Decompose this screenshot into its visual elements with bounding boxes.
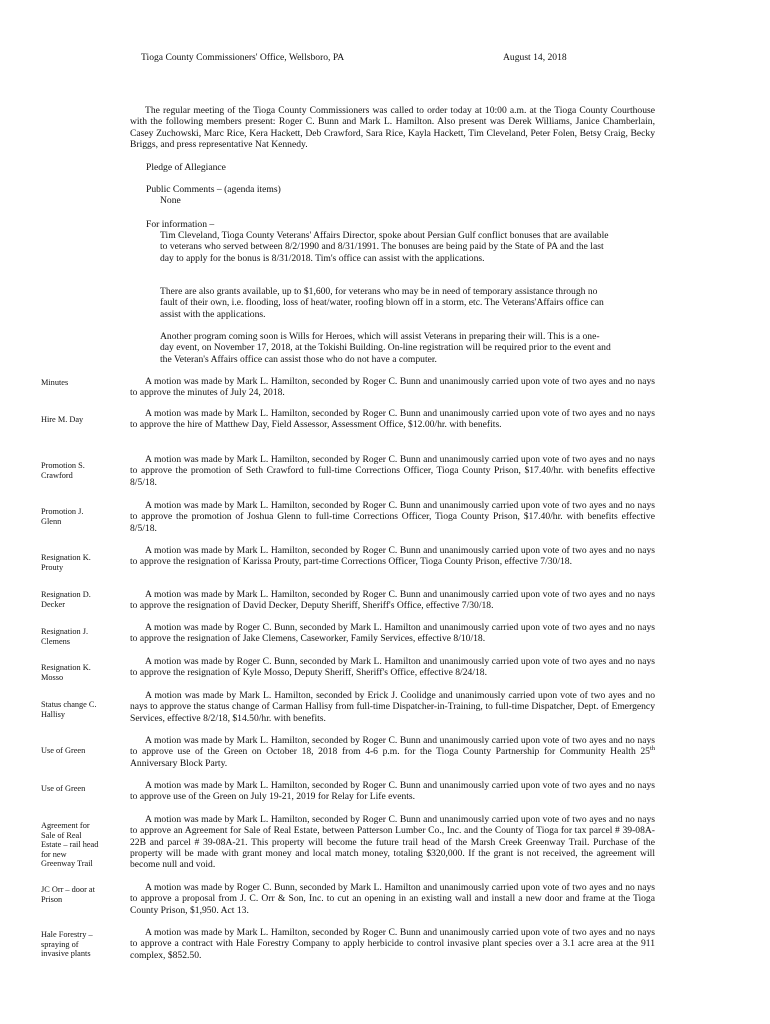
for-information-title: For information – bbox=[146, 219, 215, 230]
margin-label-use-of-green-2: Use of Green bbox=[41, 784, 86, 793]
margin-label-resignation-j-clemens: Resignation J. Clemens bbox=[41, 627, 89, 646]
margin-label-resignation-k-mosso: Resignation K. Mosso bbox=[41, 663, 91, 682]
margin-label-agreement-real-estate: Agreement for Sale of Real Estate – rail head for new Greenway Trail bbox=[41, 821, 99, 868]
info-paragraph-wills: Another program coming soon is Wills for Heroes, which will assist Veterans in preparing their will. This is a one-day event, on November 17, 2018, at the Tokishi Building. On-line registration will be required prior to the event and the Veteran's Affairs office can assist those who do not have a computer. bbox=[160, 331, 611, 365]
margin-label-promotion-s-crawford: Promotion S. Crawford bbox=[41, 461, 85, 480]
motion-use-of-green-2: A motion was made by Mark L. Hamilton, seconded by Roger C. Bunn and unanimously carried upon vote of two ayes and no nays to approve use of the Green on July 19-21, 2019 for Relay for Life events. bbox=[130, 780, 655, 803]
margin-label-hale-forestry: Hale Forestry – spraying of invasive plants bbox=[41, 930, 93, 958]
motion-resignation-k-prouty: A motion was made by Mark L. Hamilton, seconded by Roger C. Bunn and unanimously carried upon vote of two ayes and no nays to approve the resignation of Karissa Prouty, part-time Corrections Officer, Tioga County Prison, effective 7/30/18. bbox=[130, 545, 655, 568]
info-paragraph-grants: There are also grants available, up to $1,600, for veterans who may be in need of temporary assistance through no fault of their own, i.e. flooding, loss of heat/water, roofing blown off in a storm, etc. The Veterans'Affairs office can assist with the applications. bbox=[160, 286, 604, 320]
motion-hale-forestry: A motion was made by Mark L. Hamilton, seconded by Roger C. Bunn and unanimously carried upon vote of two ayes and no nays to approve a contract with Hale Forestry Company to apply herbicide to control invasive plant species over a 3.1 acre area at the 911 complex, $852.50. bbox=[130, 927, 655, 961]
public-comments-title: Public Comments – (agenda items) bbox=[146, 184, 281, 195]
meeting-date: August 14, 2018 bbox=[503, 52, 567, 63]
margin-label-minutes: Minutes bbox=[41, 378, 69, 387]
margin-label-resignation-d-decker: Resignation D. Decker bbox=[41, 590, 91, 609]
motion-promotion-s-crawford: A motion was made by Mark L. Hamilton, seconded by Roger C. Bunn and unanimously carried upon vote of two ayes and no nays to approve the promotion of Seth Crawford to full-time Corrections Officer, Tioga County Prison, $17.40/hr. with benefits effective 8/5/18. bbox=[130, 454, 655, 488]
motion-jc-orr-door: A motion was made by Roger C. Bunn, seconded by Mark L. Hamilton and unanimously carried upon vote of two ayes and no nays to approve a proposal from J. C. Orr & Son, Inc. to cut an opening in an existing wall and install a new door and frame at the Tioga County Prison, $1,950. Act 13. bbox=[130, 882, 655, 916]
pledge-of-allegiance: Pledge of Allegiance bbox=[146, 162, 226, 173]
motion-promotion-j-glenn: A motion was made by Mark L. Hamilton, seconded by Roger C. Bunn and unanimously carried upon vote of two ayes and no nays to approve the promotion of Joshua Glenn to full-time Corrections Officer, Tioga County Prison, $17.40/hr. with benefits effective 8/5/18. bbox=[130, 500, 655, 534]
motion-use-of-green-1 bbox=[130, 735, 655, 769]
motion-agreement-real-estate: A motion was made by Mark L. Hamilton, seconded by Roger C. Bunn and unanimously carried upon vote of two ayes and no nays to approve an Agreement for Sale of Real Estate, between Patterson Lumber Co., Inc. and the County of Tioga for tax parcel # 39-08A-22B and parcel # 39-08A-21. This property will become the future trail head of the Marsh Creek Greenway Trail. Purchase of the property will be made with grant money and local match money, totaling $320,000. If the grant is not received, the agreement will become null and void. bbox=[130, 814, 655, 871]
motion-hire-m-day: A motion was made by Mark L. Hamilton, seconded by Roger C. Bunn and unanimously carried upon vote of two ayes and no nays to approve the hire of Matthew Day, Field Assessor, Assessment Office, $12.00/hr. with benefits. bbox=[130, 408, 655, 431]
motion-resignation-k-mosso: A motion was made by Roger C. Bunn, seconded by Mark L. Hamilton and unanimously carried upon vote of two ayes and no nays to approve the resignation of Kyle Mosso, Deputy Sheriff, Sheriff's Office, effective 8/24/18. bbox=[130, 656, 655, 679]
margin-label-use-of-green-1: Use of Green bbox=[41, 746, 86, 755]
public-comments bbox=[146, 184, 281, 207]
margin-label-promotion-j-glenn: Promotion J. Glenn bbox=[41, 507, 84, 526]
margin-label-status-change-c-hallisy: Status change C. Hallisy bbox=[41, 700, 97, 719]
office-title: Tioga County Commissioners' Office, Wellsboro, PA bbox=[141, 52, 345, 63]
intro-paragraph: The regular meeting of the Tioga County Commissioners was called to order today at 10:00 a.m. at the Tioga County Courthouse with the following members present: Roger C. Bunn and Mark L. Hamilton. Also present was Derek Williams, Janice Chamberlain, Casey Zuchowski, Marc Rice, Kera Hackett, Deb Crawford, Sara Rice, Kayla Hackett, Tim Cleveland, Peter Folen, Betsy Craig, Becky Briggs, and press representative Nat Kennedy. bbox=[130, 105, 655, 150]
motion-status-change-c-hallisy: A motion was made by Mark L. Hamilton, seconded by Erick J. Coolidge and unanimously carried upon vote of two ayes and no nays to approve the status change of Carman Hallisy from full-time Dispatcher-in-Training, to full-time Dispatcher, Dept. of Emergency Services, effective 8/2/18, $14.50/hr. with benefits. bbox=[130, 690, 655, 724]
margin-label-hire-m-day: Hire M. Day bbox=[41, 415, 84, 424]
motion-resignation-d-decker: A motion was made by Mark L. Hamilton, seconded by Roger C. Bunn and unanimously carried upon vote of two ayes and no nays to approve the resignation of David Decker, Deputy Sheriff, Sheriff's Office, effective 7/30/18. bbox=[130, 589, 655, 612]
margin-label-resignation-k-prouty: Resignation K. Prouty bbox=[41, 553, 91, 572]
public-comments-value: None bbox=[160, 195, 181, 207]
info-paragraph-bonuses: Tim Cleveland, Tioga County Veterans' Affairs Director, spoke about Persian Gulf conflict bonuses that are available to veterans who served between 8/2/1990 and 8/31/1991. The bonuses are being paid by the State of PA and the last day to apply for the bonus is 8/31/2018. Tim's office can assist with the applications. bbox=[160, 230, 609, 264]
motion-text-end: Anniversary Block Party. bbox=[130, 757, 228, 769]
motion-resignation-j-clemens: A motion was made by Roger C. Bunn, seconded by Mark L. Hamilton and unanimously carried upon vote of two ayes and no nays to approve the resignation of Jake Clemens, Caseworker, Family Services, effective 8/10/18. bbox=[130, 622, 655, 645]
motion-text: A motion was made by Mark L. Hamilton, seconded by Roger C. Bunn and unanimously carried upon vote of two ayes and no nays to approve use of the Green on October 18, 2018 from 4-6 p.m. for the Tioga County Partnership for Community Health 25 bbox=[130, 735, 655, 758]
motion-minutes: A motion was made by Mark L. Hamilton, seconded by Roger C. Bunn and unanimously carried upon vote of two ayes and no nays to approve the minutes of July 24, 2018. bbox=[130, 376, 655, 399]
margin-label-jc-orr-door: JC Orr – door at Prison bbox=[41, 885, 95, 904]
ordinal-suffix: th bbox=[649, 745, 655, 753]
